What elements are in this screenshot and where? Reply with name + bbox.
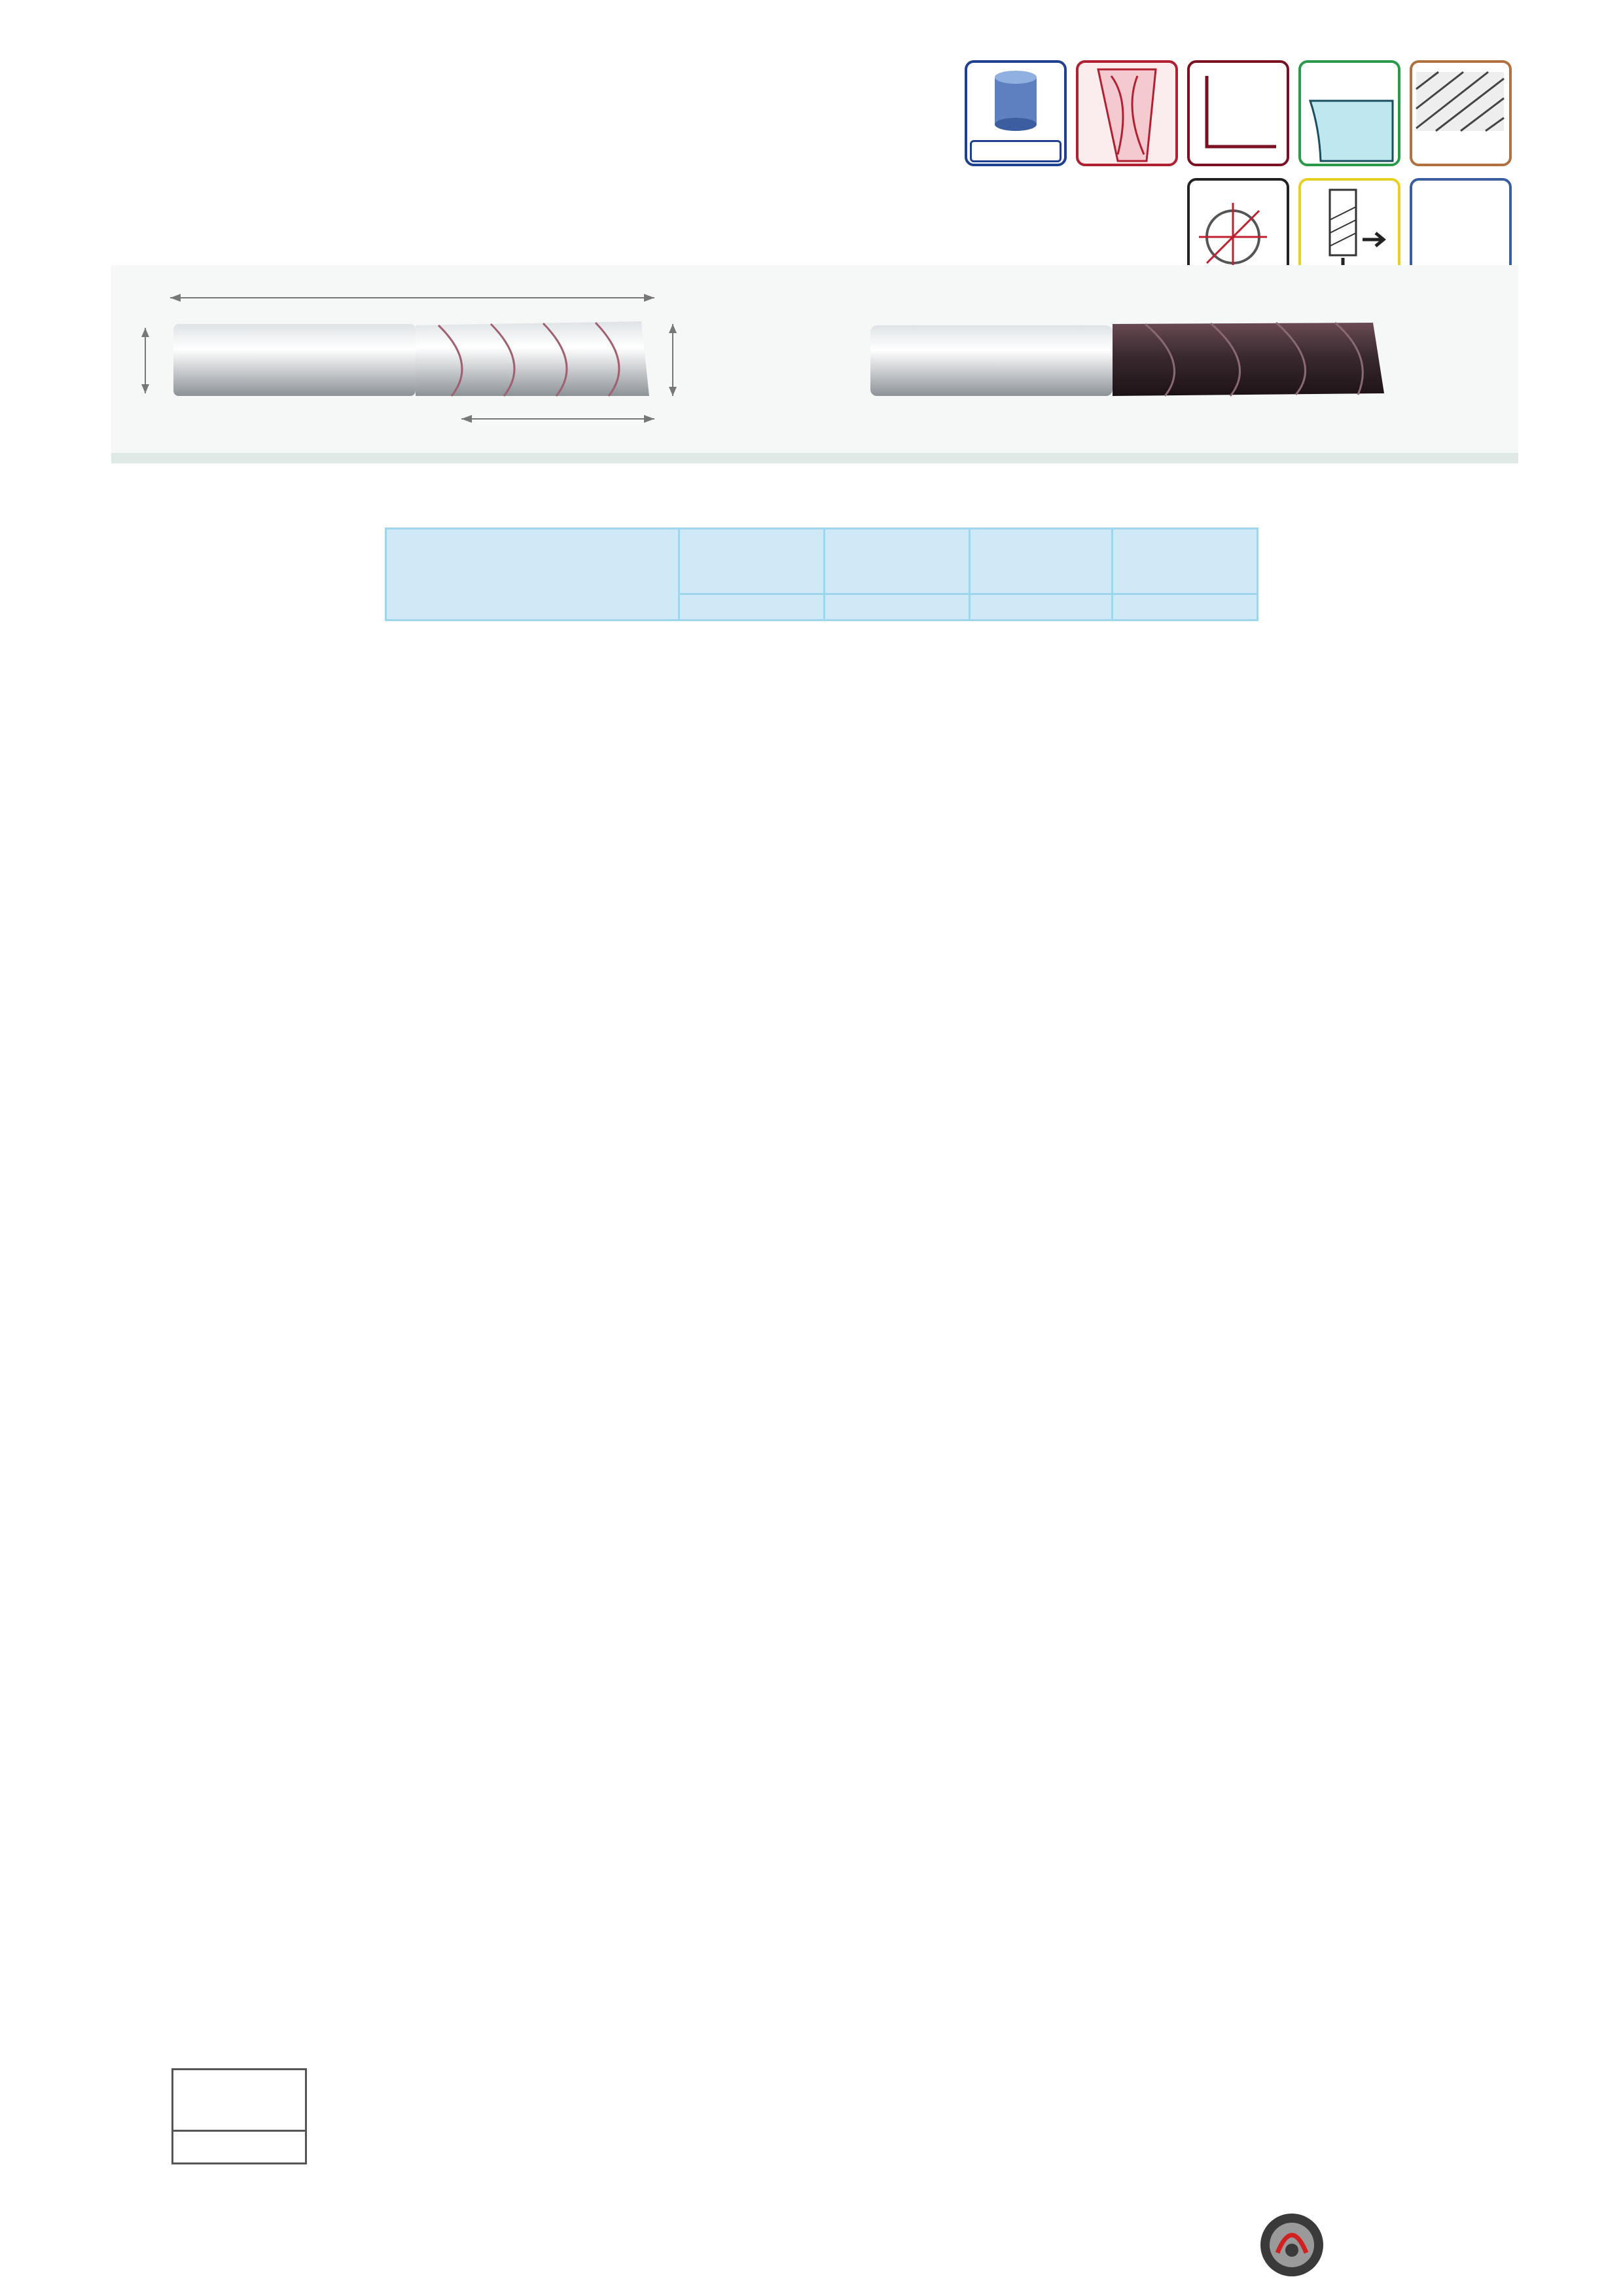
micro-grain-carbide-icon xyxy=(965,60,1067,166)
material-table xyxy=(171,2068,1446,2164)
divider xyxy=(111,453,1518,463)
90-degree-corner-icon xyxy=(1187,60,1289,166)
material-label xyxy=(173,2070,306,2131)
rake-angle-icon xyxy=(1298,60,1400,166)
header-shank-diameter xyxy=(970,529,1113,594)
header-length-of-cut xyxy=(825,529,970,594)
header-overall-length xyxy=(1113,529,1258,594)
header-sub-d xyxy=(970,594,1113,620)
technical-drawing xyxy=(111,265,1518,461)
header-sub-Lc xyxy=(825,594,970,620)
header-sub-L xyxy=(1113,594,1258,620)
brand-logo xyxy=(1258,2211,1326,2279)
sharp-flute-icon xyxy=(1076,60,1178,166)
header-code xyxy=(386,529,679,620)
recommendation-label xyxy=(173,2131,306,2164)
header-sub-D xyxy=(679,594,825,620)
header-diameter xyxy=(679,529,825,594)
helix-angle-icon xyxy=(1410,60,1512,166)
spec-table xyxy=(385,528,1258,621)
